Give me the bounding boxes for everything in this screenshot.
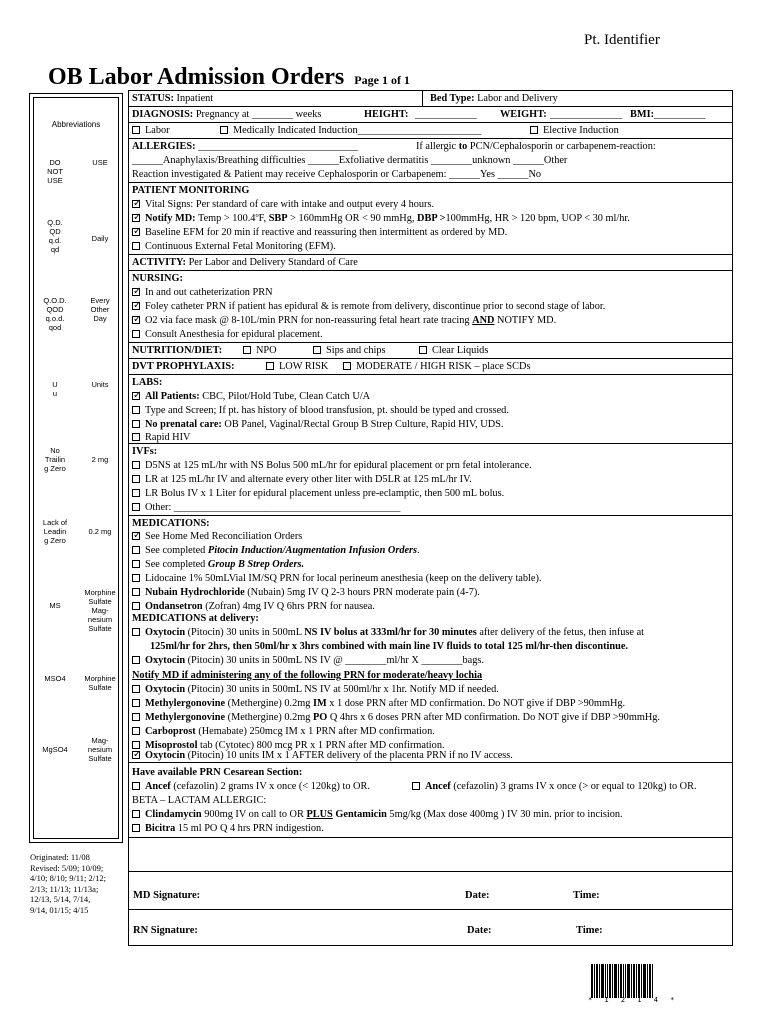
delivery-med-item: Oxytocin (Pitocin) 30 units in 500mL NS IV @ ________ml/hr X ________bags. xyxy=(132,654,729,667)
status-value[interactable]: Inpatient xyxy=(176,93,214,104)
methergine-po-checkbox[interactable] xyxy=(132,713,140,721)
title-text: OB Labor Admission Orders xyxy=(48,64,345,90)
o2-checkbox[interactable] xyxy=(132,316,140,324)
page-indicator: Page 1 of 1 xyxy=(354,73,410,87)
foley-checkbox[interactable] xyxy=(132,302,140,310)
nursing-item: ✓Foley catheter PRN if patient has epidural & is remote from delivery, discontinue prior to second stage of labor. xyxy=(132,300,729,313)
oxytocin-prn-checkbox[interactable] xyxy=(132,685,140,693)
ivf-item: LR at 125 mL/hr IV and alternate every other liter with D5LR at 125 mL/hr IV. xyxy=(132,473,729,486)
prn-item: ✓Oxytocin (Pitocin) 10 units IM x 1 AFTER delivery of the placenta PRN if no IV access. xyxy=(132,749,729,762)
rn-time-label[interactable]: Time: xyxy=(576,925,603,936)
status-row: STATUS: Inpatient Bed Type: Labor and Delivery xyxy=(132,93,558,104)
ondansetron-checkbox[interactable] xyxy=(132,602,140,610)
nutrition-row: NUTRITION/DIET: NPO Sips and chips Clear Liquids xyxy=(132,345,489,356)
consult-anesthesia-checkbox[interactable] xyxy=(132,330,140,338)
md-date-label[interactable]: Date: xyxy=(465,890,490,901)
md-time-label[interactable]: Time: xyxy=(573,890,600,901)
d5ns-checkbox[interactable] xyxy=(132,461,140,469)
barcode-number: * 1 2 1 4 * xyxy=(588,996,679,1004)
nursing-heading: NURSING: xyxy=(132,273,183,284)
form-title xyxy=(48,64,410,91)
no-prenatal-care-checkbox[interactable] xyxy=(132,420,140,428)
prn-item: Oxytocin (Pitocin) 30 units in 500mL NS IV at 500ml/hr x 1hr. Notify MD if needed. xyxy=(132,683,729,696)
height-field[interactable]: ____________ xyxy=(415,109,477,120)
ancef-3g-checkbox[interactable] xyxy=(412,782,420,790)
pm-vital-signs: ✓Vital Signs: Per standard of care with intake and output every 4 hours. xyxy=(132,198,729,211)
delivery-med-continuation: 125ml/hr for 2hrs, then 50ml/hr x 3hrs combined with main line IV fluids to total 125 ml/hr-then discontinue. xyxy=(150,641,628,652)
bed-type-value[interactable]: Labor and Delivery xyxy=(477,93,558,104)
medication-item: See completed Group B Strep Orders. xyxy=(132,558,729,571)
clindamycin-checkbox[interactable] xyxy=(132,810,140,818)
induction-checkbox[interactable] xyxy=(220,126,228,134)
catheterization-checkbox[interactable] xyxy=(132,288,140,296)
delivery-medications-heading: MEDICATIONS at delivery: xyxy=(132,613,259,624)
ancef-2g-checkbox[interactable] xyxy=(132,782,140,790)
abbreviations-heading: Abbreviations xyxy=(51,120,101,129)
abbreviations-panel: Abbreviations DO NOT USE USE Q.D. QD q.d. qd Daily Q.O.D. QOD q.o.d. qod Every Other Day U u Units No Trailin g Zero 2 mg Lack of Leadin g Zero 0.2 mg MS Morphine Sulfate Mag- nesium Sulfate MSO4 Morphine Sulfate MgSO4 Mag- nesium Sulfate xyxy=(29,93,123,843)
gbs-orders-checkbox[interactable] xyxy=(132,560,140,568)
all-patients-labs-checkbox[interactable] xyxy=(132,392,140,400)
lab-item: Type and Screen; If pt. has history of blood transfusion, pt. should be typed and crossed. xyxy=(132,404,729,417)
oxytocin-bolus-checkbox[interactable] xyxy=(132,628,140,636)
patient-monitoring-heading: PATIENT MONITORING xyxy=(132,185,250,196)
dvt-low-risk-checkbox[interactable] xyxy=(266,362,274,370)
medication-item: Nubain Hydrochloride (Nubain) 5mg IV Q 2-3 hours PRN moderate pain (4-7). xyxy=(132,586,729,599)
allergies-row: ALLERGIES: _______________________________ If allergic to PCN/Cephalosporin or carbapenem-reaction: xyxy=(132,141,656,152)
barcode-image xyxy=(591,964,653,1000)
bicitra-checkbox[interactable] xyxy=(132,824,140,832)
delivery-med-item: Oxytocin (Pitocin) 30 units in 500mL NS IV bolus at 333ml/hr for 30 minutes after delivery of the fetus, then infuse at xyxy=(132,626,729,639)
dvt-row: DVT PROPHYLAXIS: LOW RISK MODERATE / HIGH RISK – place SCDs xyxy=(132,361,531,372)
baseline-efm-checkbox[interactable] xyxy=(132,228,140,236)
lr-checkbox[interactable] xyxy=(132,475,140,483)
cesarean-item: Bicitra 15 ml PO Q 4 hrs PRN indigestion. xyxy=(132,822,729,835)
lab-item: Rapid HIV xyxy=(132,431,729,444)
activity-row: ACTIVITY: Per Labor and Delivery Standard of Care xyxy=(132,257,358,268)
beta-lactam-label: BETA – LACTAM ALLERGIC: xyxy=(132,795,267,806)
medication-item: See completed Pitocin Induction/Augmentation Infusion Orders. xyxy=(132,544,729,557)
oxytocin-infusion-checkbox[interactable] xyxy=(132,656,140,664)
patient-identifier-label: Pt. Identifier xyxy=(584,32,660,48)
gestational-weeks-field[interactable]: Pregnancy at ________ weeks xyxy=(195,109,322,120)
lab-item: ✓All Patients: CBC, Pilot/Hold Tube, Clean Catch U/A xyxy=(132,390,729,403)
nubain-checkbox[interactable] xyxy=(132,588,140,596)
labor-checkbox[interactable] xyxy=(132,126,140,134)
cesarean-heading: Have available PRN Cesarean Section: xyxy=(132,767,303,778)
prn-item: Methylergonovine (Methergine) 0.2mg PO Q 4hrs x 6 doses PRN after MD confirmation. Do NOT give if DBP >90mmHg. xyxy=(132,711,729,724)
medications-heading: MEDICATIONS: xyxy=(132,518,210,529)
order-form xyxy=(128,90,733,946)
prn-item: Misoprostol tab (Cytotec) 800 mcg PR x 1 PRN after MD confirmation. xyxy=(132,739,729,752)
cesarean-item: Ancef (cefazolin) 2 grams IV x once (< 120kg) to OR. Ancef (cefazolin) 3 grams IV x once (> or equal to 120kg) to OR. xyxy=(132,780,729,793)
medication-item: Lidocaine 1% 50mLVial IM/SQ PRN for local perineum anesthesia (keep on the delivery table). xyxy=(132,572,729,585)
ivf-other-checkbox[interactable] xyxy=(132,503,140,511)
ivf-other-field[interactable]: Other: ____________________________________________ xyxy=(145,502,401,513)
lidocaine-checkbox[interactable] xyxy=(132,574,140,582)
admission-type-row: Labor Medically Indicated Induction________________________ Elective Induction xyxy=(132,124,729,137)
sips-chips-checkbox[interactable] xyxy=(313,346,321,354)
medication-item: Ondansetron (Zofran) 4mg IV Q 6hrs PRN for nausea. xyxy=(132,600,729,613)
prn-item: Carboprost (Hemabate) 250mcg IM x 1 PRN after MD confirmation. xyxy=(132,725,729,738)
rn-date-label[interactable]: Date: xyxy=(467,925,492,936)
ivfs-heading: IVFs: xyxy=(132,446,158,457)
cesarean-item: Clindamycin 900mg IV on call to OR PLUS Gentamicin 5mg/kg (Max dose 400mg ) IV 30 min. prior to incision. xyxy=(132,808,729,821)
diagnosis-row: DIAGNOSIS: Pregnancy at ________ weeks HEIGHT: ____________ WEIGHT: ______________ BMI: __________ xyxy=(132,109,706,120)
ivf-item: D5NS at 125 mL/hr with NS Bolus 500 mL/hr for epidural placement or prn fetal intolerance. xyxy=(132,459,729,472)
md-signature-label[interactable]: MD Signature: xyxy=(133,890,201,901)
dvt-moderate-high-checkbox[interactable] xyxy=(343,362,351,370)
pm-notify-md: ✓Notify MD: Temp > 100.4ºF, SBP > 160mmHg OR < 90 mmHg, DBP >100mmHg, HR > 120 bpm, UOP < 30 ml/hr. xyxy=(132,212,729,225)
pitocin-orders-checkbox[interactable] xyxy=(132,546,140,554)
vital-signs-checkbox[interactable] xyxy=(132,200,140,208)
bmi-field[interactable]: __________ xyxy=(654,109,706,120)
weight-field[interactable]: ______________ xyxy=(550,109,623,120)
notify-md-checkbox[interactable] xyxy=(132,214,140,222)
nursing-item: Consult Anesthesia for epidural placement. xyxy=(132,328,729,341)
ivf-item xyxy=(132,501,729,514)
rapid-hiv-checkbox[interactable] xyxy=(132,433,140,441)
home-med-checkbox[interactable] xyxy=(132,532,140,540)
nursing-item: ✓O2 via face mask @ 8-10L/min PRN for non-reassuring fetal heart rate tracing AND NOTIFY MD. xyxy=(132,314,729,327)
ivf-item: LR Bolus IV x 1 Liter for epidural placement unless pre-eclamptic, then 500 mL bolus. xyxy=(132,487,729,500)
clear-liquids-checkbox[interactable] xyxy=(419,346,427,354)
type-screen-checkbox[interactable] xyxy=(132,406,140,414)
notify-md-prn-heading: Notify MD if administering any of the following PRN for moderate/heavy lochia xyxy=(132,670,483,681)
methergine-im-checkbox[interactable] xyxy=(132,699,140,707)
npo-checkbox[interactable] xyxy=(243,346,251,354)
carboprost-checkbox[interactable] xyxy=(132,727,140,735)
continuous-efm-checkbox[interactable] xyxy=(132,242,140,250)
labs-heading: LABS: xyxy=(132,377,163,388)
lr-bolus-checkbox[interactable] xyxy=(132,489,140,497)
lab-item: No prenatal care: OB Panel, Vaginal/Rectal Group B Strep Culture, Rapid HIV, UDS. xyxy=(132,418,729,431)
pm-baseline-efm: ✓Baseline EFM for 20 min if reactive and reassuring then intermittent as ordered by MD. xyxy=(132,226,729,239)
pm-continuous-efm: Continuous External Fetal Monitoring (EFM). xyxy=(132,240,729,253)
medication-item: ✓See Home Med Reconciliation Orders xyxy=(132,530,729,543)
allergy-investigated-row[interactable]: Reaction investigated & Patient may receive Cephalosporin or Carbapenem: ______Yes ______No xyxy=(132,169,542,180)
oxytocin-im-checkbox[interactable] xyxy=(132,751,140,759)
nursing-item: ✓In and out catheterization PRN xyxy=(132,286,729,299)
revision-history: Originated: 11/08 Revised: 5/09; 10/09; 4/10; 8/10; 9/11; 2/12; 2/13; 11/13; 11/13a; 12/13, 5/14, 7/14, 9/14, 01/15; 4/15 xyxy=(30,852,106,915)
allergy-reaction-row[interactable]: ______Anaphylaxis/Breathing difficulties ______Exfoliative dermatitis ________unknown ______Other xyxy=(132,155,568,166)
prn-item: Methylergonovine (Methergine) 0.2mg IM x 1 dose PRN after MD confirmation. Do NOT give if DBP >90mmHg. xyxy=(132,697,729,710)
elective-induction-checkbox[interactable] xyxy=(530,126,538,134)
allergies-field[interactable]: _______________________________ xyxy=(198,141,358,152)
rn-signature-label[interactable]: RN Signature: xyxy=(133,925,198,936)
